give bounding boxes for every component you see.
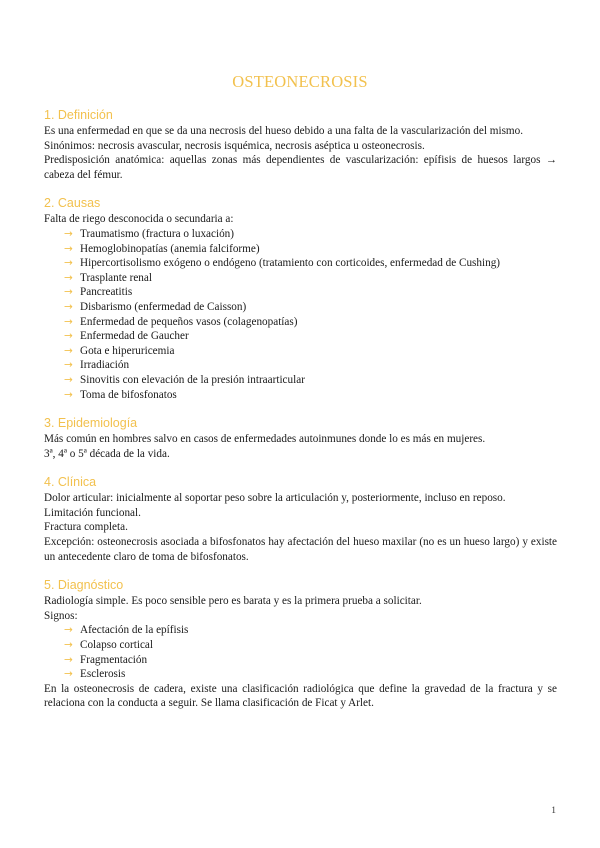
list-item-text: Enfermedad de Gaucher — [80, 330, 189, 343]
list-item-text: Hemoglobinopatías (anemia falciforme) — [80, 242, 260, 255]
list-item-text: Hipercortisolismo exógeno o endógeno (tratamiento con corticoides, enfermedad de Cushing) — [80, 257, 501, 270]
list-item — [64, 315, 557, 330]
list-item-text: Toma de bifosfonatos — [80, 388, 177, 401]
paragraph: 3ª, 4ª o 5ª década de la vida. — [44, 447, 170, 460]
list-item-text: Pancreatitis — [80, 286, 133, 299]
paragraph: Signos: — [44, 609, 78, 622]
list-item — [64, 256, 557, 271]
document-body — [44, 108, 557, 711]
paragraph: Falta de riego desconocida o secundaria a: — [44, 213, 234, 226]
paragraph: Es una enfermedad en que se da una necrosis del hueso debido a una falta de la vascularización del mismo. — [44, 125, 524, 137]
paragraph: Excepción: osteonecrosis asociada a bifosfonatos hay afectación del hueso maxilar (no es un hueso largo) y existe un antecedente claro de toma de bifosfonatos. — [44, 536, 557, 563]
arrow-bullet-icon: → — [64, 271, 73, 284]
paragraph: Sinónimos: necrosis avascular, necrosis isquémica, necrosis aséptica u osteonecrosis. — [44, 139, 425, 152]
section-heading: 4. Clínica — [44, 475, 97, 490]
paragraph: Más común en hombres salvo en casos de enfermedades autoinmunes donde lo es más en mujeres. — [44, 433, 486, 446]
paragraph: Predisposición anatómica: aquellas zonas más dependientes de vascularización: epífisis de huesos largos → cabeza del fémur. — [44, 154, 557, 181]
arrow-bullet-icon: → — [64, 388, 73, 401]
list-item-text: Sinovitis con elevación de la presión intraarticular — [80, 373, 305, 386]
list-item — [64, 373, 557, 388]
arrow-bullet-icon: → — [64, 227, 73, 240]
section-diagnostico — [44, 578, 557, 711]
section-causas — [44, 196, 557, 402]
list-item — [64, 638, 557, 653]
page-title: OSTEONECROSIS — [232, 72, 368, 91]
arrow-bullet-icon: → — [64, 373, 73, 386]
arrow-bullet-icon: → — [64, 257, 73, 270]
arrow-bullet-icon: → — [64, 300, 73, 313]
list-item-text: Esclerosis — [80, 668, 126, 681]
list-item — [64, 667, 557, 682]
list-item-text: Afectación de la epífisis — [80, 624, 189, 637]
section-epidemiologia — [44, 416, 557, 461]
list-item-text: Gota e hiperuricemia — [80, 344, 175, 357]
list-item-text: Colapso cortical — [80, 639, 154, 652]
page-number: 1 — [551, 806, 556, 816]
list-item — [64, 358, 557, 373]
arrow-bullet-icon: → — [64, 653, 73, 666]
list-item-text: Trasplante renal — [80, 271, 152, 284]
arrow-bullet-icon: → — [64, 286, 73, 299]
list-item-text: Disbarismo (enfermedad de Caisson) — [80, 300, 247, 313]
list-item — [64, 300, 557, 315]
paragraph: Limitación funcional. — [44, 506, 141, 519]
section-heading: 5. Diagnóstico — [44, 578, 124, 593]
list-item-text: Enfermedad de pequeños vasos (colagenopatías) — [80, 315, 298, 328]
arrow-bullet-icon: → — [64, 359, 73, 372]
section-heading: 2. Causas — [44, 196, 101, 211]
list-item — [64, 653, 557, 668]
paragraph: Radiología simple. Es poco sensible pero es barata y es la primera prueba a solicitar. — [44, 595, 422, 608]
list-item — [64, 285, 557, 300]
section-clinica — [44, 475, 557, 564]
section-heading: 3. Epidemiología — [44, 416, 138, 431]
list-item — [64, 388, 557, 403]
signos-list — [44, 623, 557, 681]
arrow-bullet-icon: → — [64, 330, 73, 343]
list-item — [64, 227, 557, 242]
list-item-text: Fragmentación — [80, 653, 148, 666]
paragraph: Dolor articular: inicialmente al soportar peso sobre la articulación y, posteriormente, incluso en reposo. — [44, 492, 506, 505]
section-definicion — [44, 108, 557, 182]
arrow-bullet-icon: → — [64, 624, 73, 637]
list-item — [64, 623, 557, 638]
arrow-bullet-icon: → — [64, 639, 73, 652]
arrow-bullet-icon: → — [64, 668, 73, 681]
arrow-bullet-icon: → — [64, 242, 73, 255]
causas-list — [44, 227, 557, 402]
list-item — [64, 344, 557, 359]
list-item-text: Traumatismo (fractura o luxación) — [80, 227, 234, 240]
arrow-bullet-icon: → — [64, 315, 73, 328]
paragraph: En la osteonecrosis de cadera, existe una clasificación radiológica que define la gravedad de la fractura y se relaciona con la conducta a seguir. Se llama clasificación de Ficat y Arlet. — [44, 682, 557, 710]
paragraph: Fractura completa. — [44, 521, 128, 534]
list-item-text: Irradiación — [80, 359, 130, 372]
list-item — [64, 329, 557, 344]
section-heading: 1. Definición — [44, 108, 113, 122]
list-item — [64, 271, 557, 286]
list-item — [64, 242, 557, 257]
arrow-bullet-icon: → — [64, 344, 73, 357]
